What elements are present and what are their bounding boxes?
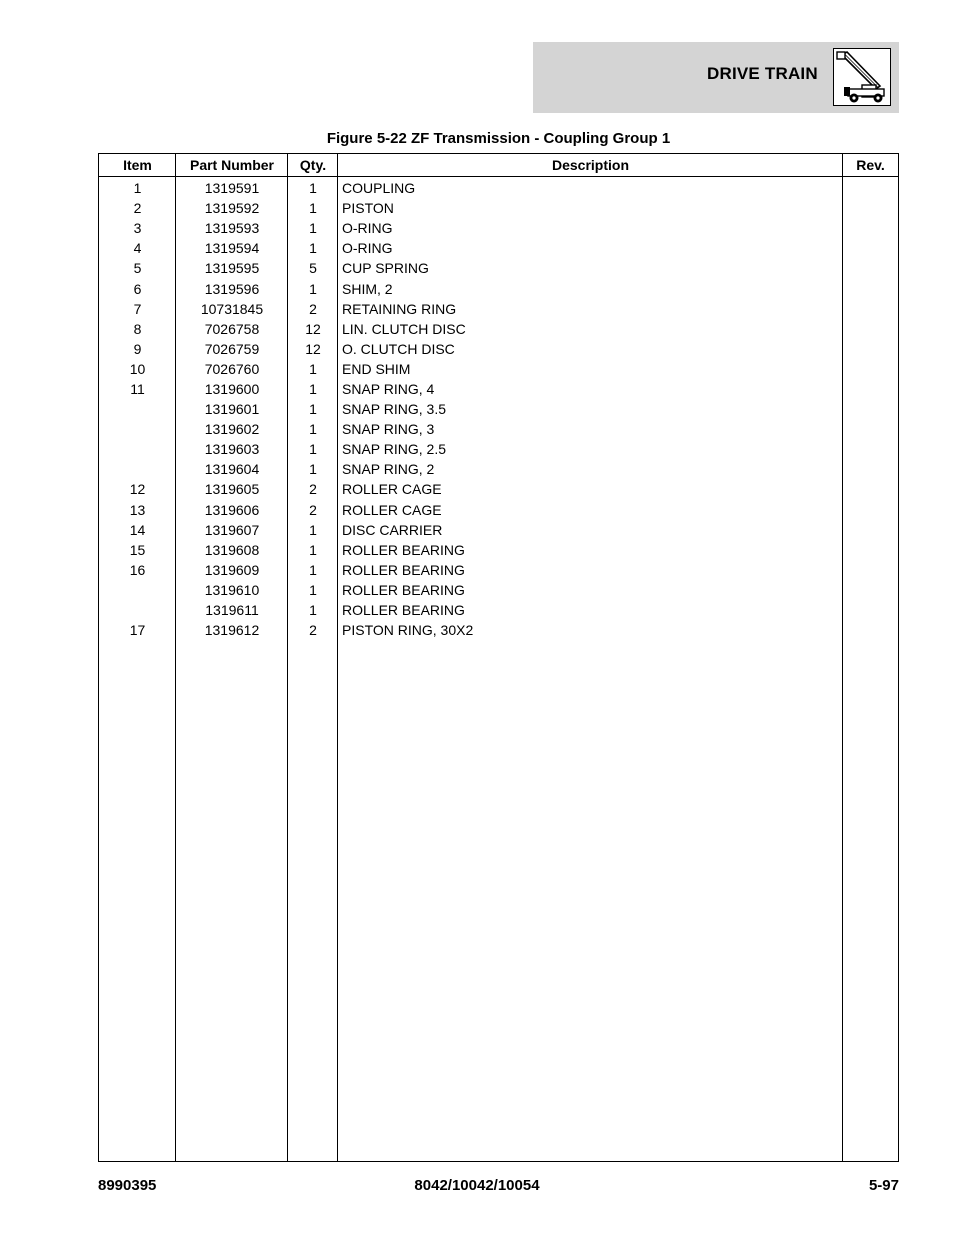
row-item: 17 bbox=[129, 622, 146, 639]
row-description: ROLLER BEARING bbox=[342, 541, 465, 558]
row-qty: 2 bbox=[309, 622, 317, 639]
row-item bbox=[99, 459, 176, 479]
row-description: ROLLER BEARING bbox=[342, 561, 465, 578]
row-item: 2 bbox=[133, 200, 142, 217]
row-description: END SHIM bbox=[342, 360, 411, 377]
row-description: ROLLER CAGE bbox=[342, 481, 442, 498]
row-qty: 1 bbox=[309, 461, 317, 478]
column-header-rev: Rev. bbox=[856, 157, 885, 173]
row-description: SNAP RING, 3.5 bbox=[342, 401, 447, 418]
row-description: SNAP RING, 4 bbox=[342, 380, 435, 397]
row-description: ROLLER BEARING bbox=[342, 581, 465, 598]
row-description: PISTON RING, 30X2 bbox=[342, 622, 474, 639]
row-part-number: 1319607 bbox=[204, 521, 260, 538]
row-rev bbox=[843, 299, 898, 319]
row-qty: 5 bbox=[309, 260, 317, 277]
table-row bbox=[99, 278, 898, 298]
row-item bbox=[99, 399, 176, 419]
table-row bbox=[99, 419, 898, 439]
row-item: 7 bbox=[133, 300, 142, 317]
row-rev bbox=[843, 238, 898, 258]
row-qty: 1 bbox=[309, 200, 317, 217]
column-header-description: Description bbox=[551, 157, 629, 173]
row-qty: 2 bbox=[309, 501, 317, 518]
row-description: CUP SPRING bbox=[342, 260, 429, 277]
parts-table-frame bbox=[98, 153, 899, 1162]
table-row bbox=[99, 500, 898, 520]
row-item: 12 bbox=[129, 481, 146, 498]
row-item: 4 bbox=[133, 240, 142, 257]
row-part-number: 1319611 bbox=[205, 602, 259, 619]
table-row bbox=[99, 319, 898, 339]
row-part-number: 1319596 bbox=[204, 280, 260, 297]
row-qty: 1 bbox=[309, 421, 317, 438]
row-description: O-RING bbox=[342, 240, 393, 257]
row-rev bbox=[843, 439, 898, 459]
row-description: LIN. CLUTCH DISC bbox=[342, 320, 466, 337]
row-part-number: 1319591 bbox=[204, 180, 260, 197]
row-part-number: 1319605 bbox=[204, 481, 260, 498]
row-description: RETAINING RING bbox=[342, 300, 457, 317]
row-description: SNAP RING, 3 bbox=[342, 421, 435, 438]
row-description: O. CLUTCH DISC bbox=[342, 340, 455, 357]
table-row bbox=[99, 580, 898, 600]
row-rev bbox=[843, 479, 898, 499]
row-qty: 1 bbox=[309, 220, 317, 237]
row-part-number: 7026759 bbox=[204, 340, 260, 357]
row-rev bbox=[843, 319, 898, 339]
row-qty: 2 bbox=[309, 300, 317, 317]
row-part-number: 1319608 bbox=[204, 541, 260, 558]
row-item: 9 bbox=[133, 340, 142, 357]
row-description: ROLLER CAGE bbox=[342, 501, 442, 518]
row-item: 3 bbox=[133, 220, 142, 237]
table-row bbox=[99, 218, 898, 238]
row-item: 6 bbox=[133, 280, 142, 297]
row-part-number: 1319593 bbox=[204, 220, 260, 237]
row-description: ROLLER BEARING bbox=[342, 602, 465, 619]
parts-table-body bbox=[99, 176, 898, 640]
row-rev bbox=[843, 500, 898, 520]
row-item bbox=[99, 419, 176, 439]
row-rev bbox=[843, 600, 898, 620]
row-rev bbox=[843, 560, 898, 580]
row-qty: 12 bbox=[305, 340, 321, 357]
row-qty: 1 bbox=[309, 360, 317, 377]
row-item: 8 bbox=[133, 320, 142, 337]
aerial-lift-machine-icon bbox=[833, 48, 891, 106]
table-row bbox=[99, 238, 898, 258]
row-description: O-RING bbox=[342, 220, 393, 237]
table-row bbox=[99, 479, 898, 499]
row-qty: 12 bbox=[305, 320, 321, 337]
table-row bbox=[99, 620, 898, 640]
row-rev bbox=[843, 258, 898, 278]
figure-title: Figure 5-22 ZF Transmission - Coupling Group 1 bbox=[326, 130, 671, 147]
row-qty: 1 bbox=[309, 180, 317, 197]
row-qty: 1 bbox=[309, 280, 317, 297]
row-qty: 2 bbox=[309, 481, 317, 498]
row-rev bbox=[843, 620, 898, 640]
row-item: 13 bbox=[129, 501, 146, 518]
row-part-number: 1319592 bbox=[204, 200, 260, 217]
row-rev bbox=[843, 176, 898, 198]
table-row bbox=[99, 258, 898, 278]
table-row bbox=[99, 540, 898, 560]
row-item: 5 bbox=[133, 260, 142, 277]
row-item bbox=[99, 439, 176, 459]
row-qty: 1 bbox=[309, 380, 317, 397]
row-part-number: 1319600 bbox=[204, 380, 260, 397]
row-item: 10 bbox=[129, 360, 146, 377]
row-item: 16 bbox=[129, 561, 146, 578]
row-description: PISTON bbox=[342, 200, 394, 217]
row-item bbox=[99, 580, 176, 600]
row-rev bbox=[843, 278, 898, 298]
row-qty: 1 bbox=[309, 581, 317, 598]
table-row bbox=[99, 176, 898, 198]
row-description: SNAP RING, 2.5 bbox=[342, 441, 447, 458]
row-item: 14 bbox=[129, 521, 146, 538]
row-qty: 1 bbox=[309, 240, 317, 257]
row-rev bbox=[843, 520, 898, 540]
row-rev bbox=[843, 198, 898, 218]
row-part-number: 1319595 bbox=[204, 260, 260, 277]
row-part-number: 1319612 bbox=[204, 622, 260, 639]
row-item: 11 bbox=[130, 380, 145, 397]
row-rev bbox=[843, 580, 898, 600]
footer-page-number: 5-97 bbox=[868, 1177, 899, 1194]
footer-models: 8042/10042/10054 bbox=[414, 1177, 540, 1194]
row-description: DISC CARRIER bbox=[342, 521, 443, 538]
table-row bbox=[99, 339, 898, 359]
row-rev bbox=[843, 339, 898, 359]
row-description: COUPLING bbox=[342, 180, 416, 197]
row-item: 1 bbox=[133, 180, 142, 197]
table-row bbox=[99, 299, 898, 319]
row-part-number: 1319602 bbox=[204, 421, 260, 438]
row-description: SNAP RING, 2 bbox=[342, 461, 435, 478]
row-part-number: 1319609 bbox=[204, 561, 260, 578]
row-rev bbox=[843, 399, 898, 419]
row-rev bbox=[843, 419, 898, 439]
row-rev bbox=[843, 379, 898, 399]
row-qty: 1 bbox=[309, 602, 317, 619]
row-part-number: 1319610 bbox=[204, 581, 260, 598]
row-rev bbox=[843, 540, 898, 560]
row-part-number: 10731845 bbox=[200, 300, 264, 317]
table-row bbox=[99, 560, 898, 580]
column-header-part-number: Part Number bbox=[189, 157, 275, 173]
row-part-number: 1319601 bbox=[204, 401, 260, 418]
table-row bbox=[99, 439, 898, 459]
parts-table bbox=[99, 154, 898, 640]
row-part-number: 1319606 bbox=[204, 501, 260, 518]
row-rev bbox=[843, 218, 898, 238]
row-item: 15 bbox=[129, 541, 146, 558]
row-part-number: 7026758 bbox=[204, 320, 260, 337]
row-item bbox=[99, 600, 176, 620]
table-row bbox=[99, 520, 898, 540]
row-qty: 1 bbox=[309, 441, 317, 458]
row-part-number: 1319604 bbox=[204, 461, 260, 478]
row-qty: 1 bbox=[309, 541, 317, 558]
table-row bbox=[99, 600, 898, 620]
table-row bbox=[99, 399, 898, 419]
row-part-number: 1319594 bbox=[204, 240, 260, 257]
row-rev bbox=[843, 459, 898, 479]
row-description: SHIM, 2 bbox=[342, 280, 393, 297]
table-row bbox=[99, 459, 898, 479]
table-header-row bbox=[99, 154, 898, 176]
footer-doc-number: 8990395 bbox=[98, 1177, 157, 1194]
row-part-number: 1319603 bbox=[204, 441, 260, 458]
row-qty: 1 bbox=[309, 521, 317, 538]
section-title: DRIVE TRAIN bbox=[707, 64, 818, 83]
table-row bbox=[99, 379, 898, 399]
table-row bbox=[99, 359, 898, 379]
column-header-qty: Qty. bbox=[299, 157, 327, 173]
row-qty: 1 bbox=[309, 561, 317, 578]
row-rev bbox=[843, 359, 898, 379]
table-row bbox=[99, 198, 898, 218]
row-part-number: 7026760 bbox=[204, 360, 260, 377]
column-header-item: Item bbox=[123, 157, 152, 173]
row-qty: 1 bbox=[309, 401, 317, 418]
